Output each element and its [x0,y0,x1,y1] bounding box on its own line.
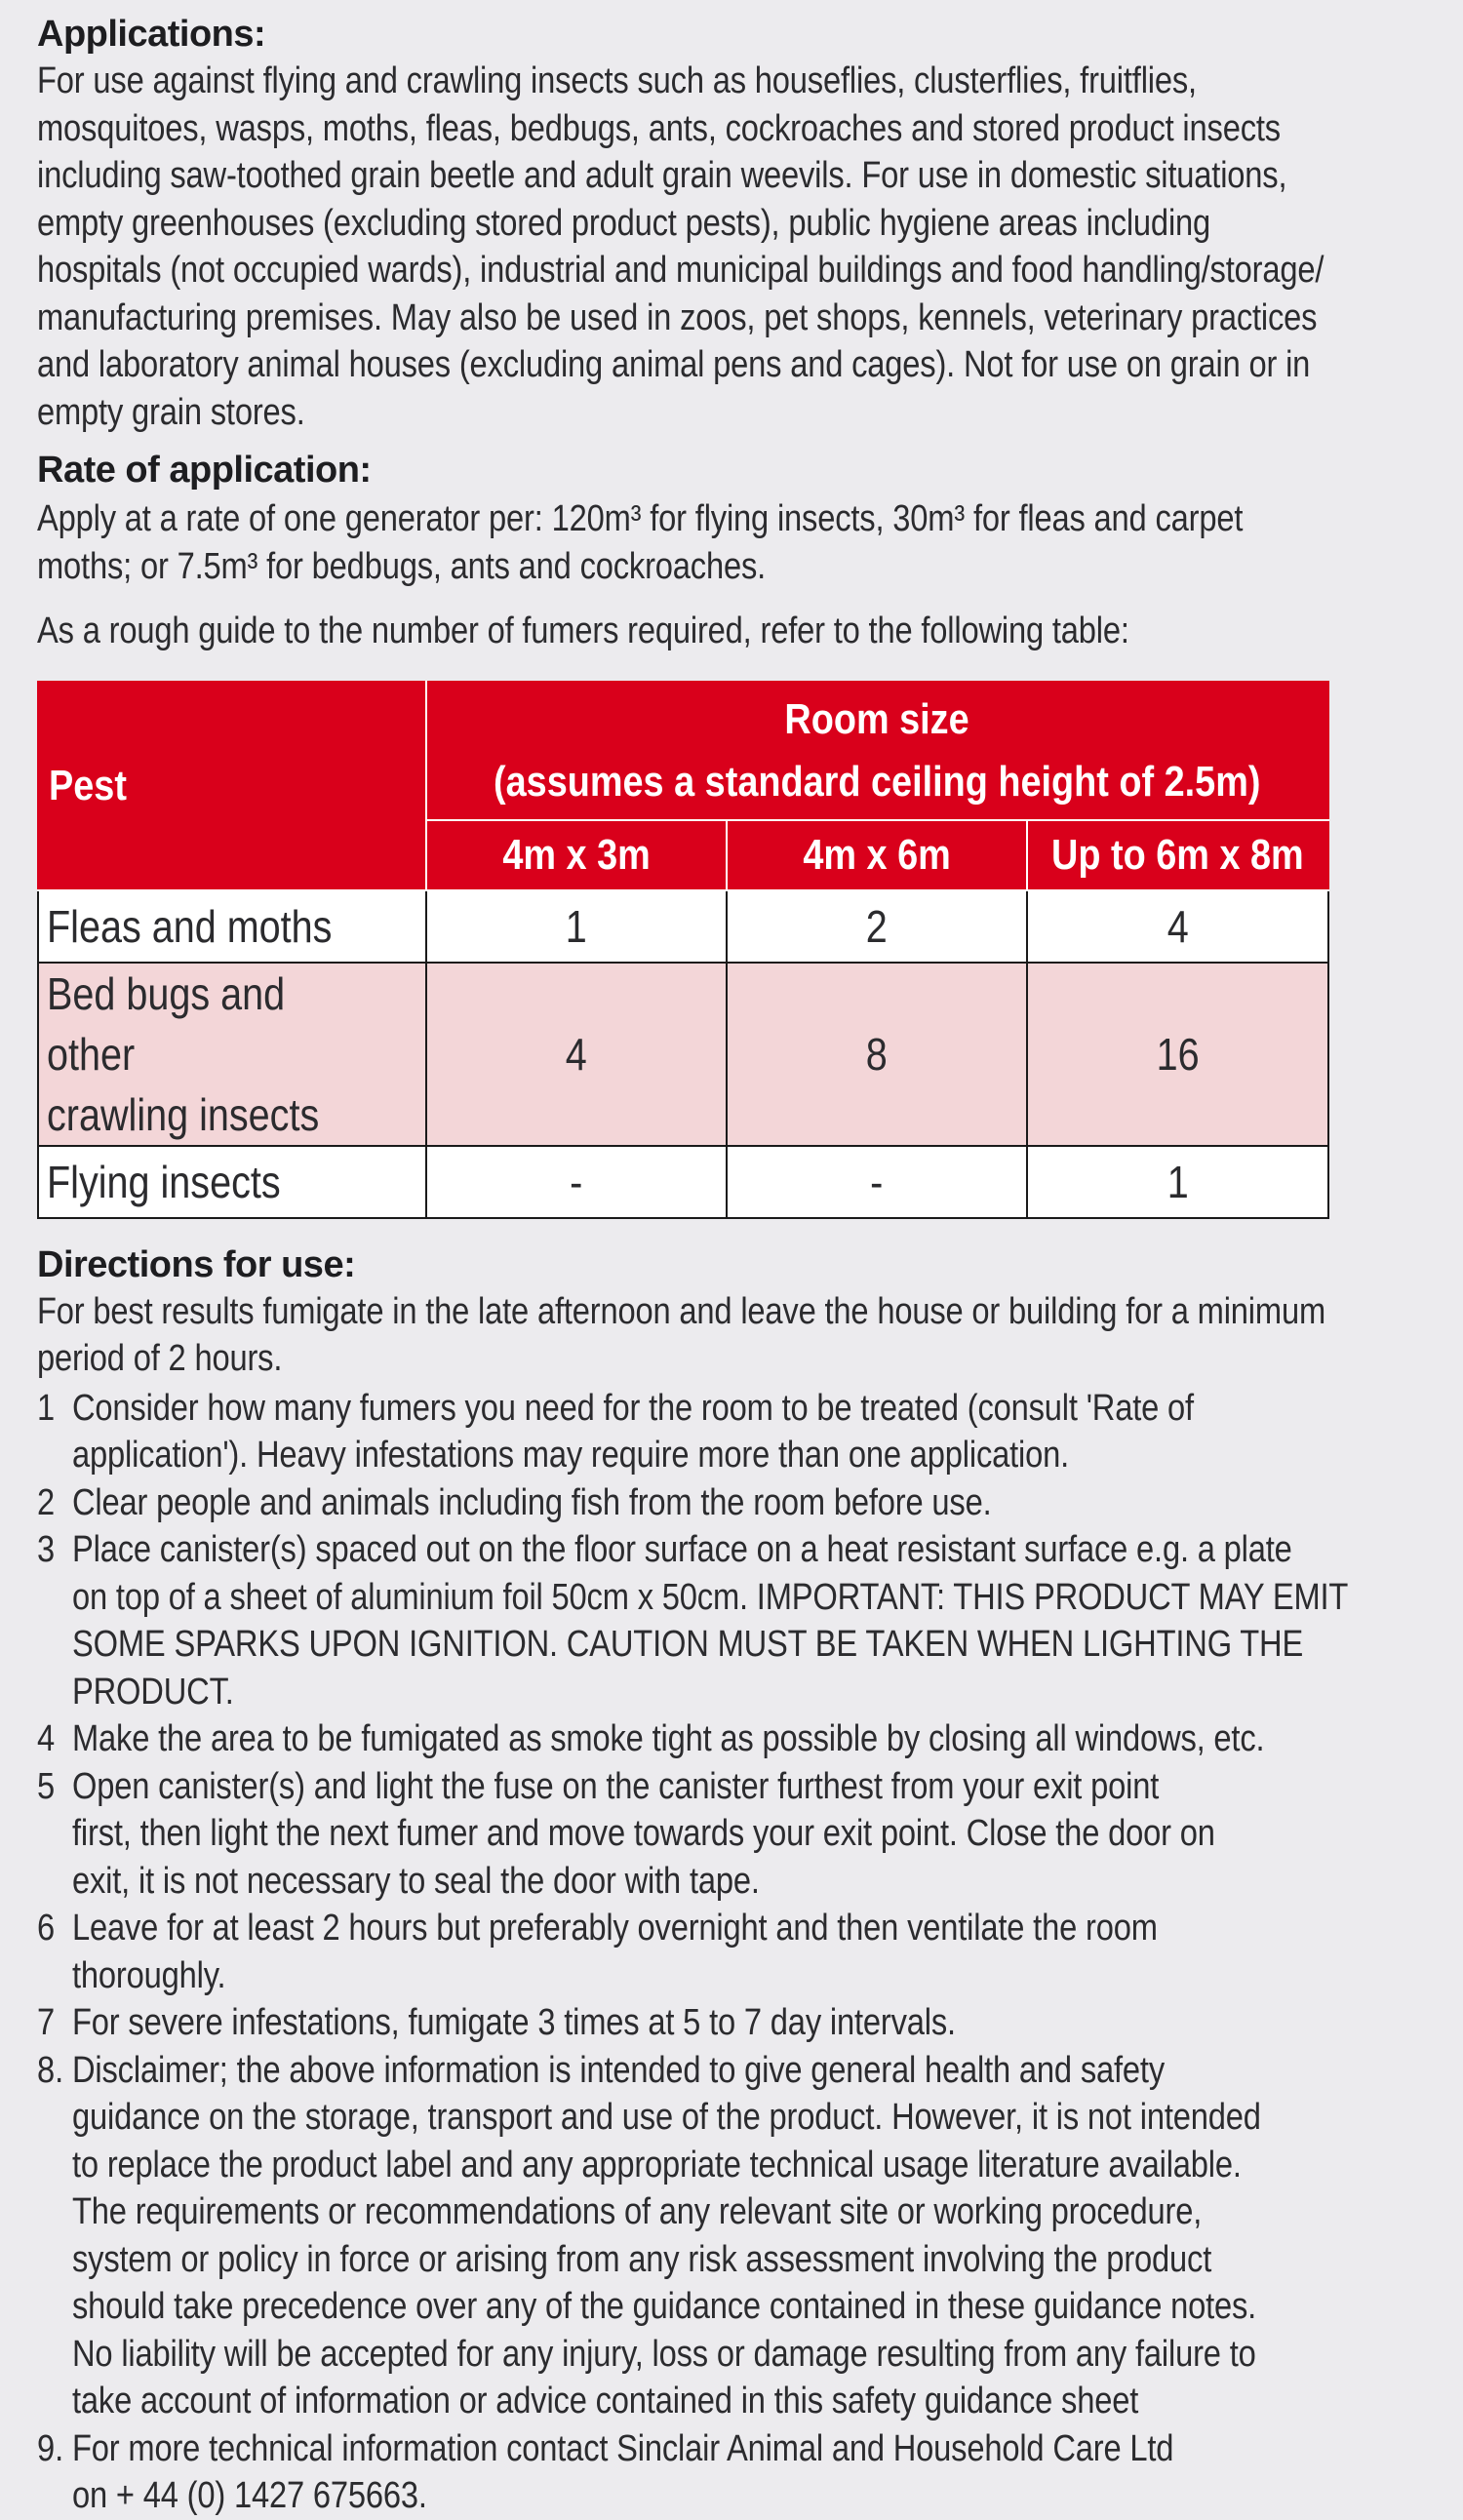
pest-name: Flying insects [38,1146,426,1218]
fumer-count: - [727,1146,1027,1218]
rate-text [37,495,1412,590]
fumer-count: 2 [727,890,1027,963]
step-number: 4 [37,1718,56,1759]
step-number: 8. [37,2049,64,2091]
directions-heading: Directions for use: [37,1243,356,1285]
direction-step [37,1763,1404,1906]
room-size-note: (assumes a standard ceiling height of 2.5m) [494,757,1261,806]
step-text: For severe infestations, fumigate 3 times at 5 to 7 day intervals. [72,2002,956,2043]
directions-intro-line: For best results fumigate in the late afternoon and leave the house or building for a minimum [37,1290,1326,1332]
directions-intro [37,1288,1412,1383]
pest-column-header: Pest [38,682,426,890]
direction-step [37,1905,1404,1999]
pest-name: Fleas and moths [38,890,426,963]
applications-line: empty grain stores. [37,391,305,433]
fumer-count: 1 [426,890,727,963]
direction-step [37,1999,1404,2047]
step-text: Consider how many fumers you need for the room to be treated (consult 'Rate of application'). Heavy infestations may require more than one application. [72,1387,1194,1476]
direction-step [37,1385,1404,1479]
step-text: Leave for at least 2 hours but preferably overnight and then ventilate the room thoroughly. [72,1908,1158,1996]
fumer-count: 1 [1027,1146,1328,1218]
size-header-4x6: 4m x 6m [727,820,1027,890]
directions-intro-line: period of 2 hours. [37,1338,283,1379]
step-number: 3 [37,1529,56,1570]
applications-heading: Applications: [37,14,266,55]
step-text: Place canister(s) spaced out on the floor surface on a heat resistant surface e.g. a plate on top of a sheet of aluminium foil 50cm x 50cm. IMPORTANT: THIS PRODUCT MAY EMIT SOME SPARKS UPON IGNITION. CAUTION MUST BE TAKEN WHEN LIGHTING THE PRODUCT. [72,1529,1349,1713]
directions-steps [37,1385,1404,2520]
step-number: 6 [37,1908,56,1949]
applications-line: empty greenhouses (excluding stored product pests), public hygiene areas including [37,202,1211,244]
fumer-count: - [426,1146,727,1218]
room-size-title: Room size [784,694,970,743]
fumer-count: 4 [426,963,727,1146]
applications-line: including saw-toothed grain beetle and adult grain weevils. For use in domestic situations, [37,155,1287,196]
applications-line: mosquitoes, wasps, moths, fleas, bedbugs, ants, cockroaches and stored product insects [37,107,1281,149]
applications-line: manufacturing premises. May also be used in zoos, pet shops, kennels, veterinary practices [37,296,1318,338]
step-text: Disclaimer; the above information is intended to give general health and safety guidance on the storage, transport and use of the product. However, it is not intended to replace the product label and any appropriate technical usage literature available. The requirements or recommendations of any relevant site or working procedure, system or policy in force or arising from any risk assessment involving the product should take precedence over any of the guidance contained in these guidance notes. No liability will be accepted for any injury, loss or damage resulting from any failure to take account of information or advice contained in this safety guidance sheet [72,2049,1261,2422]
rate-heading: Rate of application: [37,450,372,491]
table-row [38,890,1328,963]
rate-guide-text: As a rough guide to the number of fumers required, refer to the following table: [37,610,1129,651]
rate-section [37,450,1404,655]
direction-step [37,1715,1404,1763]
direction-step [37,1479,1404,1527]
step-number: 2 [37,1481,56,1523]
rate-line: moths; or 7.5m³ for bedbugs, ants and cockroaches. [37,545,767,587]
size-header-4x3: 4m x 3m [426,820,727,890]
step-number: 5 [37,1765,56,1807]
step-text: For more technical information contact Sinclair Animal and Household Care Ltd on + 44 (0) 1427 675663. [72,2427,1174,2516]
room-size-header [426,682,1328,820]
table-row [38,963,1328,1146]
applications-line: For use against flying and crawling insects such as houseflies, clusterflies, fruitflies, [37,60,1197,101]
fumer-count: 16 [1027,963,1328,1146]
direction-step [37,2047,1404,2425]
pest-name: Bed bugs and other crawling insects [38,963,426,1146]
step-text: Make the area to be fumigated as smoke tight as possible by closing all windows, etc. [72,1718,1265,1759]
step-number: 7 [37,2002,56,2043]
step-number: 9. [37,2427,64,2469]
applications-line: and laboratory animal houses (excluding animal pens and cages). Not for use on grain or in [37,344,1311,385]
table-row [38,1146,1328,1218]
step-text: Open canister(s) and light the fuse on the canister furthest from your exit point first, then light the next fumer and move towards your exit point. Close the door on exit, it is not necessary to seal the door with tape. [72,1765,1215,1902]
applications-text [37,58,1412,436]
rate-line: Apply at a rate of one generator per: 120m³ for flying insects, 30m³ for fleas and carpet [37,498,1244,539]
fumer-guide-table [37,681,1329,1219]
step-number: 1 [37,1387,56,1429]
fumer-count: 8 [727,963,1027,1146]
applications-section [37,14,1404,436]
step-text: Clear people and animals including fish from the room before use. [72,1481,992,1523]
direction-step [37,1526,1404,1715]
directions-section [37,1244,1404,2520]
fumer-count: 4 [1027,890,1328,963]
direction-step [37,2425,1404,2520]
applications-line: hospitals (not occupied wards), industrial and municipal buildings and food handling/storage/ [37,250,1325,291]
size-header-6x8: Up to 6m x 8m [1027,820,1328,890]
